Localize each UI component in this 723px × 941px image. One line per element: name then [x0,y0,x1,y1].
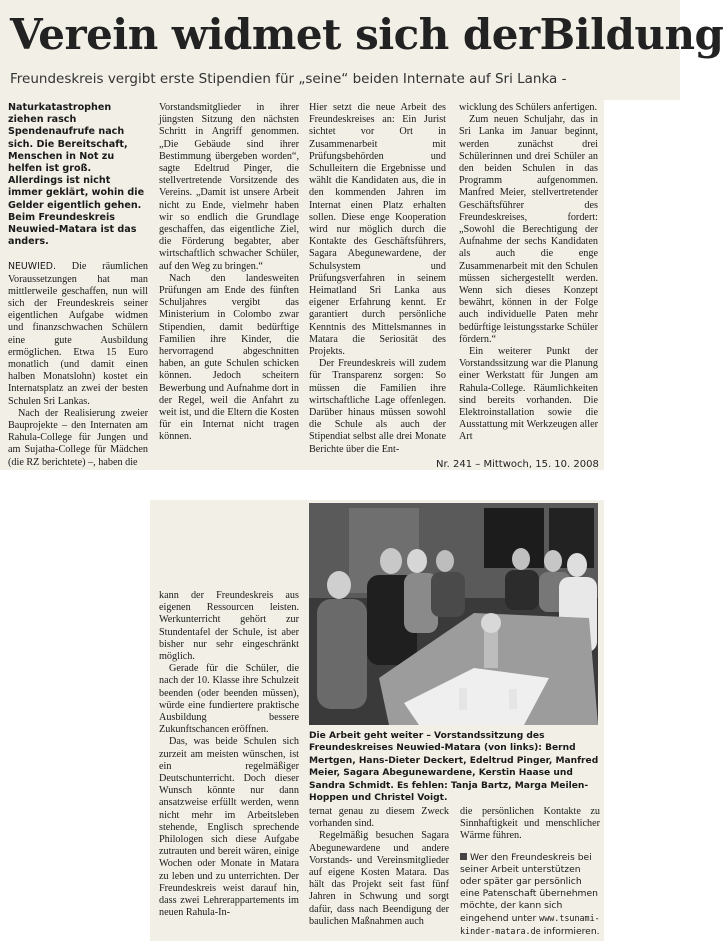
column-3-paragraph-2: Der Freundeskreis will zudem für Transparenz sorgen: So müssen die Familien ihre wirtschaftliche Lage offenlegen. Darüber hinaus müssen sowohl die Schule als auch der Stipendiat selbst alle drei Monate Berichte über die Ent- [309,358,446,455]
column-6-paragraph-1: ternat genau zu diesem Zweck vorhanden sind. [309,806,449,830]
column-4-paragraph-1: wicklung des Schülers anfertigen. [459,102,598,113]
column-7-paragraph-1: die persönlichen Kontakte zu Sinnhaftigkeit und menschlicher Wärme führen. [460,806,600,842]
dateline: NEUWIED. [8,261,56,273]
column-1-text: Die räumlichen Voraussetzungen hat man mittlerweile geschaffen, nun will sich der Freundeskreis seiner eigentlichen Aufgabe widmen und finanzschwachen Schülern eine gute Ausbildung ermöglichen. Etwa 15 Euro monatlich (und damit einen halben Monatslohn) kostet ein Internatsplatz an zwei der besten Schulen Sri Lankas. [8,261,148,407]
photo-illustration [309,503,598,725]
lead-paragraph: Naturkatastrophen ziehen rasch Spendenaufrufe nach sich. Die Bereitschaft, Menschen in Not zu helfen ist groß. Allerdings ist nicht immer geklärt, wohin die Gelder eigentlich gehen. Beim Freundeskreis Neuwied-Matara ist das anders. [8,102,145,248]
support-notice [460,852,600,938]
article-column-5 [159,590,299,941]
column-3-paragraph-1: Hier setzt die neue Arbeit des Freundeskreises an: Ein Jurist sichtet vor Ort in Zusammenarbeit mit Prüfungsbehörden und Schulleitern die Ergebnisse und wählt die Kandidaten aus, die in den kommenden Jahren im Internat einen Platz erhalten sollen. Diese enge Kooperation wird nur möglich durch die Kontakte des Geschäftsführers, Sagara Abegunewardene, der Schulsystem und Prüfungsverfahren in seinem Heimatland Sri Lanka aus eigener Erfahrung kennt. Er garantiert durch persönliche Kenntnis des Mittelsmannes in Matara die Seriosität des Projekts. [309,102,446,358]
article-column-2 [159,102,299,454]
column-4-paragraph-2: Zum neuen Schuljahr, das in Sri Lanka im Januar beginnt, werden zunächst drei Schülerinnen und drei Schüler an den beiden Schulen in das Programm aufgenommen. Manfred Meier, stellvertretender Geschäftsführer des Freundeskreises, fordert: „Sowohl die Berechtigung der Aufnahme der sechs Kandidaten als auch die enge Zusammenarbeit mit den Schulen müssen sichergestellt werden. Wenn sich dieses Konzept bewährt, können in der Folge auch individuelle Paten mehr bedürftige leistungsstarke Schüler fördern.“ [459,114,598,345]
column-1-paragraph-2: Nach der Realisierung zweier Bauprojekte – den Internaten am Rahula-College für Jungen und am Sujatha-College für Mädchen (die RZ berichtete) –, haben die [8,407,148,468]
column-4-paragraph-3: Ein weiterer Punkt der Vorstandssitzung war die Planung einer Werkstatt für Jungen am Rahula-College. Räumlichkeiten sind bereits vorhanden. Die Elektroinstallation sowie die Ausstattung mit Werkzeugen aller Art [459,346,598,443]
article-column-1 [8,102,148,468]
column-5-paragraph-1: kann der Freundeskreis aus eigenen Ressourcen leisten. Werkunterricht gehört zur Stundentafel der Schule, ist aber bisher nur sehr eingeschränkt möglich. [159,590,299,663]
column-6-paragraph-2: Regelmäßig besuchen Sagara Abegunewardene und andere Vorstands- und Vereinsmitglieder auf eigene Kosten Matara. Das hält das Projekt seit fast fünf Jahren in Schwung und sorgt dafür, dass nach Beendigung der baulichen Maßnahmen auch [309,830,449,927]
article-column-7 [460,806,600,846]
website-link[interactable]: www.tsunami-kinder-matara.de [460,913,600,936]
square-bullet-icon [460,853,467,860]
notice-text: Wer den Freundeskreis bei seiner Arbeit unterstützen oder später gar persönlich eine Patenschaft übernehmen möchte, der kann sich eingehend unter [460,852,598,924]
board-meeting-photo [309,503,598,725]
column-2-paragraph-2: Nach den landesweiten Prüfungen am Ende des fünften Schuljahres vergibt das Ministerium in Colombo zwar Stipendien, damit bedürftige Familien ihre Kinder, die hervorragend abgeschnitten haben, an gute Schulen schicken können. Jedoch scheitern Bewerbung und Aufnahme dort in der Regel, weil die Anfahrt zu weit ist, und die Eltern die Kosten für ein Internat nicht tragen können. [159,272,299,443]
article-column-6 [309,806,449,941]
article-column-4 [459,102,598,454]
column-5-paragraph-2: Gerade für die Schüler, die nach der 10. Klasse ihre Schulzeit beenden (oder beenden müssen), würde eine fundiertere praktische Ausbildung bessere Zukunftschancen eröffnen. [159,663,299,736]
photo-caption: Die Arbeit geht weiter – Vorstandssitzung des Freundeskreises Neuwied-Matara (von links): Bernd Mertgen, Hans-Dieter Deckert, Edeltrud Pinger, Manfred Meier, Sagara Abegunewardene, Kerstin Haase und Sandra Schmidt. Es fehlen: Tanja Bartz, Marga Meilen-Hoppen und Christel Voigt. [309,731,599,804]
column-2-paragraph-1: Vorstandsmitglieder in ihrer jüngsten Sitzung den nächsten Schritt in Angriff genommen. „Die Gebäude sind ihrer Bestimmung übergeben worden“, sagte Edeltrud Pinger, die stellvertretende Vorsitzende des Vereins. „Damit ist unsere Arbeit nicht zu Ende, vielmehr haben wir so endlich die Grundlage geschaffen, das eigentliche Ziel, die Förderung begabter, aber wirtschaftlich schwacher Schüler, auf den Weg zu bringen.“ [159,102,299,272]
column-5-paragraph-3: Das, was beide Schulen sich zurzeit am meisten wünschen, ist ein regelmäßiger Deutschunterricht. Doch dieser Wunsch könnte nur dann ansatzweise erfüllt werden, wenn nicht mehr im Arbeitsleben stehende, Englisch sprechende Philologen sich diese Aufgabe zutrauten und bereit wären, einige Wochen oder Monate in Matara zu leben und zu unterrichten. Der Freundeskreis weist darauf hin, dass zwei Lehrerappartements im neuen Rahula-In- [159,736,299,919]
headline: Verein widmet sich derBildung [10,10,723,59]
article-column-3 [309,102,446,454]
notice-tail: informieren. [543,926,600,937]
issue-line: Nr. 241 – Mittwoch, 15. 10. 2008 [436,459,599,470]
subheadline: Freundeskreis vergibt erste Stipendien für „seine“ beiden Internate auf Sri Lanka - [10,71,567,87]
